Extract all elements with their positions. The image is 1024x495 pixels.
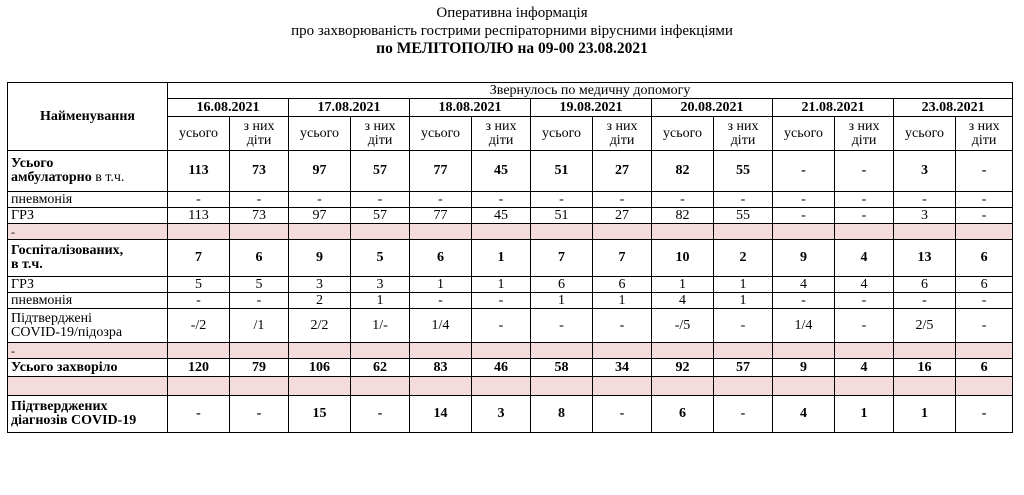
table-cell: - <box>472 293 531 309</box>
row-name-line-1: - <box>11 224 15 239</box>
table-cell: 51 <box>531 151 593 192</box>
table-row <box>8 240 1013 277</box>
table-cell: 4 <box>835 359 894 377</box>
row-name <box>8 151 168 192</box>
table-cell: 15 <box>289 396 351 433</box>
table-cell: -/2 <box>168 309 230 343</box>
empty-cell <box>773 224 835 240</box>
table-cell: 34 <box>593 359 652 377</box>
table-cell: - <box>652 192 714 208</box>
empty-cell <box>835 343 894 359</box>
table-cell: 5 <box>230 277 289 293</box>
date-header: 18.08.2021 <box>410 99 531 117</box>
table-cell: 97 <box>289 208 351 224</box>
row-name <box>8 277 168 293</box>
table-cell: 82 <box>652 151 714 192</box>
table-cell: - <box>472 192 531 208</box>
empty-cell <box>593 377 652 396</box>
table-cell: 1 <box>894 396 956 433</box>
table-cell: - <box>773 293 835 309</box>
table-cell: - <box>956 208 1013 224</box>
table-cell: 6 <box>956 359 1013 377</box>
empty-cell <box>894 377 956 396</box>
empty-cell <box>230 224 289 240</box>
empty-cell <box>168 343 230 359</box>
empty-cell <box>230 343 289 359</box>
sub-header-kids-line-2: діти <box>730 132 756 148</box>
table-cell: 77 <box>410 151 472 192</box>
table-cell: 7 <box>168 240 230 277</box>
date-header: 21.08.2021 <box>773 99 894 117</box>
empty-cell <box>593 343 652 359</box>
table-cell: - <box>956 192 1013 208</box>
table-cell: - <box>773 192 835 208</box>
group-header: Звернулось по медичну допомогу <box>168 83 1013 99</box>
row-name-line-2-text: в т.ч. <box>11 257 43 272</box>
sub-header-kids <box>472 117 531 151</box>
sub-header-kids-line-2: діти <box>488 132 514 148</box>
table-cell: 1 <box>835 396 894 433</box>
table-cell: - <box>230 396 289 433</box>
table-cell: 1 <box>472 240 531 277</box>
sub-header-kids <box>714 117 773 151</box>
empty-cell <box>168 224 230 240</box>
table-cell: - <box>289 192 351 208</box>
table-cell: 83 <box>410 359 472 377</box>
row-name <box>8 396 168 433</box>
table-cell: 1/4 <box>773 309 835 343</box>
table-cell: /1 <box>230 309 289 343</box>
table-cell: 2/5 <box>894 309 956 343</box>
table-cell: 9 <box>773 359 835 377</box>
table-cell: - <box>168 192 230 208</box>
table-cell: - <box>714 309 773 343</box>
table-cell: -/5 <box>652 309 714 343</box>
table-cell: 5 <box>351 240 410 277</box>
row-name <box>8 343 168 359</box>
table-cell: - <box>230 293 289 309</box>
row-name <box>8 359 168 377</box>
empty-cell <box>168 377 230 396</box>
table-cell: - <box>956 309 1013 343</box>
table-cell: 5 <box>168 277 230 293</box>
empty-cell <box>714 343 773 359</box>
table-row <box>8 343 1013 359</box>
table-row <box>8 396 1013 433</box>
row-name <box>8 293 168 309</box>
table-cell: 1 <box>410 277 472 293</box>
date-header: 16.08.2021 <box>168 99 289 117</box>
row-name <box>8 208 168 224</box>
table-cell: 1 <box>652 277 714 293</box>
table-cell: 73 <box>230 151 289 192</box>
table-cell: 1 <box>714 277 773 293</box>
empty-cell <box>531 377 593 396</box>
table-cell: 1 <box>351 293 410 309</box>
table-cell: - <box>593 192 652 208</box>
row-name-line-1: пневмонія <box>11 292 73 308</box>
table-row <box>8 359 1013 377</box>
table-cell: - <box>531 309 593 343</box>
empty-cell <box>472 343 531 359</box>
sub-header-kids-line-1: з них <box>485 118 517 134</box>
row-name-line-2 <box>11 258 165 272</box>
sub-header-kids-line-1: з них <box>364 118 396 134</box>
empty-cell <box>410 224 472 240</box>
row-name <box>8 192 168 208</box>
empty-cell <box>652 377 714 396</box>
table-cell: - <box>835 309 894 343</box>
empty-cell <box>351 377 410 396</box>
table-cell: 6 <box>410 240 472 277</box>
table-cell: - <box>835 151 894 192</box>
row-name-line-2 <box>11 414 165 428</box>
table-cell: 3 <box>351 277 410 293</box>
date-header: 19.08.2021 <box>531 99 652 117</box>
table-cell: 3 <box>472 396 531 433</box>
row-name-suffix: в т.ч. <box>91 170 125 185</box>
table-cell: 1 <box>472 277 531 293</box>
table-cell: 7 <box>593 240 652 277</box>
table-cell: 27 <box>593 208 652 224</box>
morbidity-table <box>7 82 1013 433</box>
table-row <box>8 192 1013 208</box>
table-cell: - <box>593 396 652 433</box>
sub-header-kids-line-2: діти <box>971 132 997 148</box>
empty-cell <box>652 343 714 359</box>
table-row <box>8 277 1013 293</box>
table-cell: - <box>894 293 956 309</box>
empty-cell <box>714 377 773 396</box>
table-cell: 8 <box>531 396 593 433</box>
table-cell: 1/- <box>351 309 410 343</box>
date-header: 23.08.2021 <box>894 99 1013 117</box>
table-cell: - <box>472 309 531 343</box>
table-cell: 27 <box>593 151 652 192</box>
sub-header-total: усього <box>773 117 835 151</box>
sub-header-total: усього <box>168 117 230 151</box>
table-cell: - <box>168 293 230 309</box>
sub-header-kids <box>230 117 289 151</box>
row-name-line-2-text: амбулаторно <box>11 170 92 185</box>
table-cell: - <box>835 192 894 208</box>
table-cell: 57 <box>351 208 410 224</box>
table-cell: 3 <box>894 151 956 192</box>
table-cell: 2/2 <box>289 309 351 343</box>
title-line-3: по МЕЛІТОПОЛЮ на 09-00 23.08.2021 <box>376 40 648 57</box>
empty-cell <box>956 343 1013 359</box>
table-cell: 6 <box>956 277 1013 293</box>
sub-header-kids-line-1: з них <box>606 118 638 134</box>
sub-header-kids-line-2: діти <box>246 132 272 148</box>
table-cell: 77 <box>410 208 472 224</box>
row-name-line-1: Усього захворіло <box>11 359 118 375</box>
empty-cell <box>410 343 472 359</box>
row-name-line-2 <box>11 326 165 340</box>
table-cell: - <box>835 293 894 309</box>
sub-header-total: усього <box>531 117 593 151</box>
table-cell: 46 <box>472 359 531 377</box>
sub-header-total: усього <box>894 117 956 151</box>
table-cell: 62 <box>351 359 410 377</box>
empty-cell <box>230 377 289 396</box>
row-name-line-2-text: діагнозів COVID-19 <box>11 413 137 428</box>
table-cell: - <box>593 309 652 343</box>
table-cell: 9 <box>289 240 351 277</box>
date-header: 17.08.2021 <box>289 99 410 117</box>
table-cell: 45 <box>472 151 531 192</box>
empty-cell <box>289 343 351 359</box>
table-cell: 57 <box>351 151 410 192</box>
table-cell: 6 <box>652 396 714 433</box>
table-cell: 73 <box>230 208 289 224</box>
table-cell: - <box>531 192 593 208</box>
sub-header-total: усього <box>289 117 351 151</box>
table-cell: - <box>714 192 773 208</box>
table-cell: 4 <box>773 396 835 433</box>
empty-cell <box>410 377 472 396</box>
table-row <box>8 309 1013 343</box>
empty-cell <box>773 343 835 359</box>
table-cell: 6 <box>230 240 289 277</box>
table-cell: 58 <box>531 359 593 377</box>
table-cell: 79 <box>230 359 289 377</box>
empty-cell <box>472 377 531 396</box>
sub-header-kids-line-2: діти <box>609 132 635 148</box>
row-name-line-1: Усього <box>11 156 54 171</box>
table-cell: 113 <box>168 151 230 192</box>
empty-cell <box>835 224 894 240</box>
sub-header-kids-line-2: діти <box>851 132 877 148</box>
empty-cell <box>652 224 714 240</box>
table-cell: 6 <box>531 277 593 293</box>
row-name-line-1: Госпіталізованих, <box>11 243 124 258</box>
empty-cell <box>289 224 351 240</box>
row-name-line-1: - <box>11 343 15 358</box>
row-name-line-1: Підтверджені <box>11 310 93 326</box>
row-name <box>8 240 168 277</box>
table-row <box>8 208 1013 224</box>
table-cell: 1 <box>531 293 593 309</box>
table-cell: 106 <box>289 359 351 377</box>
table-cell: 4 <box>773 277 835 293</box>
table-row <box>8 224 1013 240</box>
table-cell: - <box>230 192 289 208</box>
sub-header-kids <box>593 117 652 151</box>
table-cell: 57 <box>714 359 773 377</box>
table-cell: - <box>956 151 1013 192</box>
sub-header-total: усього <box>410 117 472 151</box>
empty-cell <box>773 377 835 396</box>
table-cell: 4 <box>652 293 714 309</box>
empty-cell <box>351 224 410 240</box>
table-cell: 7 <box>531 240 593 277</box>
empty-cell <box>894 343 956 359</box>
table-cell: 6 <box>956 240 1013 277</box>
empty-cell <box>956 224 1013 240</box>
sub-header-kids-line-1: з них <box>848 118 880 134</box>
name-column-header: Найменування <box>8 83 168 151</box>
row-name <box>8 224 168 240</box>
table-cell: 97 <box>289 151 351 192</box>
empty-cell <box>835 377 894 396</box>
row-name-line-1: Підтверджених <box>11 399 108 414</box>
empty-cell <box>289 377 351 396</box>
sub-header-kids-line-1: з них <box>968 118 1000 134</box>
sub-header-kids-line-2: діти <box>367 132 393 148</box>
table-cell: - <box>410 192 472 208</box>
table-cell: 1/4 <box>410 309 472 343</box>
report-title <box>0 4 1024 58</box>
table-cell: - <box>894 192 956 208</box>
table-cell: 9 <box>773 240 835 277</box>
table-cell: 6 <box>894 277 956 293</box>
table-cell: 3 <box>289 277 351 293</box>
date-header: 20.08.2021 <box>652 99 773 117</box>
table-cell: - <box>773 151 835 192</box>
sub-header-total: усього <box>652 117 714 151</box>
table-cell: 3 <box>894 208 956 224</box>
title-line-1: Оперативна інформація <box>436 5 588 21</box>
table-cell: 82 <box>652 208 714 224</box>
empty-cell <box>472 224 531 240</box>
empty-cell <box>531 343 593 359</box>
sub-header-kids <box>956 117 1013 151</box>
empty-cell <box>531 224 593 240</box>
table-cell: 1 <box>714 293 773 309</box>
table-row <box>8 377 1013 396</box>
empty-cell <box>956 377 1013 396</box>
table-cell: 2 <box>289 293 351 309</box>
row-name-line-1: ГРЗ <box>11 207 35 223</box>
table-cell: 1 <box>593 293 652 309</box>
table-cell: 4 <box>835 277 894 293</box>
table-cell: 10 <box>652 240 714 277</box>
table-cell: - <box>351 396 410 433</box>
table-cell: - <box>956 396 1013 433</box>
table-cell: - <box>714 396 773 433</box>
table-cell: 51 <box>531 208 593 224</box>
table-cell: - <box>168 396 230 433</box>
table-cell: 6 <box>593 277 652 293</box>
table-cell: 45 <box>472 208 531 224</box>
row-name <box>8 377 168 396</box>
row-name <box>8 309 168 343</box>
empty-cell <box>593 224 652 240</box>
empty-cell <box>714 224 773 240</box>
row-name-line-1: ГРЗ <box>11 276 35 292</box>
row-name-line-2-text: COVID-19/підозра <box>11 324 123 340</box>
table-cell: - <box>835 208 894 224</box>
row-name-line-2 <box>11 171 165 185</box>
title-line-2: про захворюваність гострими респіраторними вірусними інфекціями <box>291 23 733 39</box>
table-cell: 120 <box>168 359 230 377</box>
table-cell: - <box>410 293 472 309</box>
table-cell: 55 <box>714 208 773 224</box>
row-name-line-1: пневмонія <box>11 191 73 207</box>
sub-header-kids-line-1: з них <box>243 118 275 134</box>
sub-header-kids <box>835 117 894 151</box>
empty-cell <box>894 224 956 240</box>
table-row <box>8 293 1013 309</box>
table-cell: 16 <box>894 359 956 377</box>
table-cell: 2 <box>714 240 773 277</box>
table-row <box>8 151 1013 192</box>
sub-header-kids-line-1: з них <box>727 118 759 134</box>
table-cell: 113 <box>168 208 230 224</box>
table-cell: 55 <box>714 151 773 192</box>
table-cell: 14 <box>410 396 472 433</box>
empty-cell <box>351 343 410 359</box>
table-cell: - <box>956 293 1013 309</box>
table-cell: - <box>351 192 410 208</box>
table-cell: - <box>773 208 835 224</box>
sub-header-kids <box>351 117 410 151</box>
table-cell: 13 <box>894 240 956 277</box>
table-cell: 4 <box>835 240 894 277</box>
table-cell: 92 <box>652 359 714 377</box>
